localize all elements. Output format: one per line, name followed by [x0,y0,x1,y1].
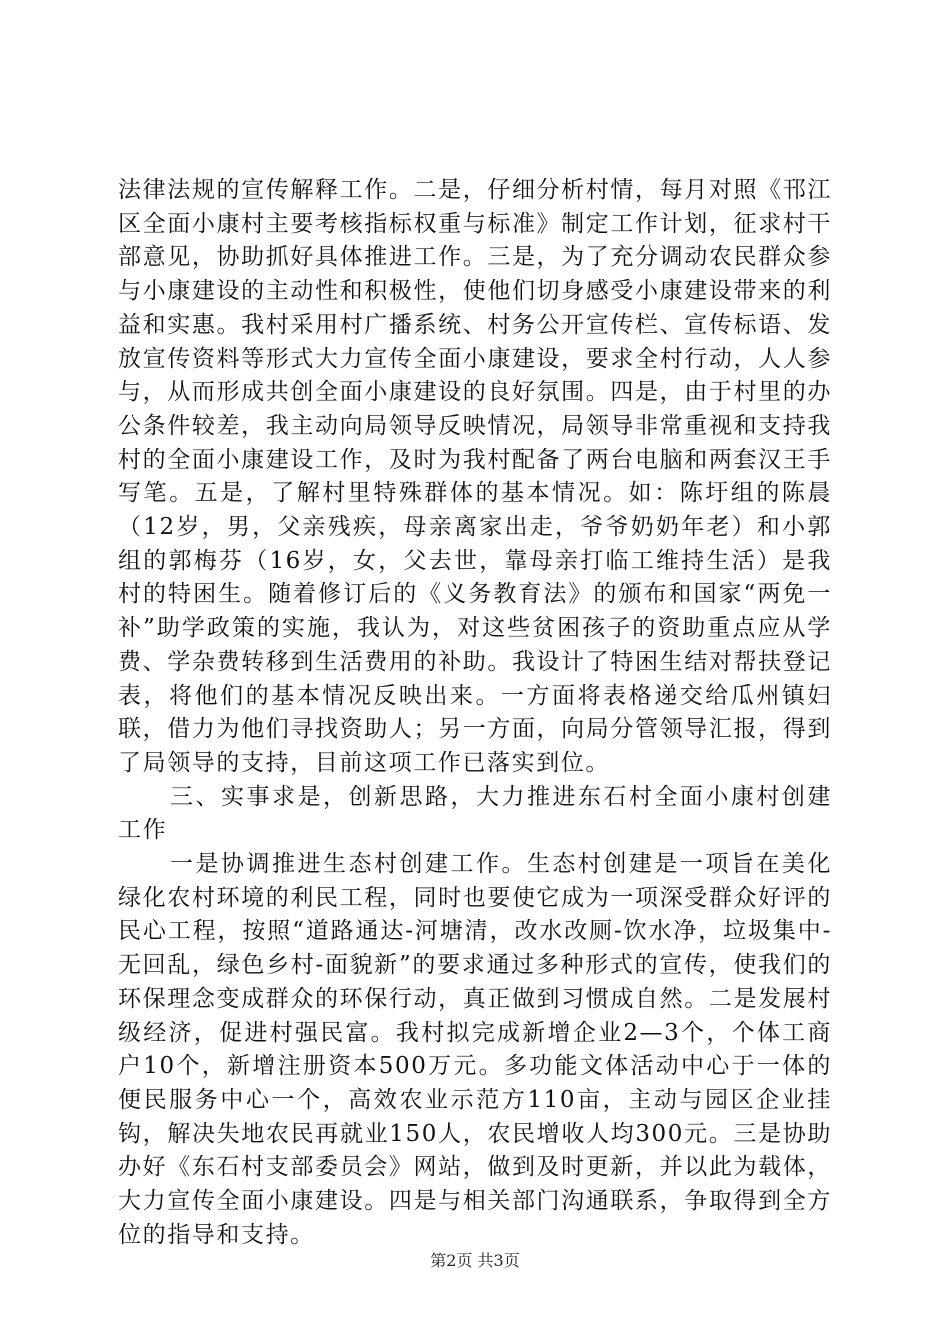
body-paragraph-2: 一是协调推进生态村创建工作。生态村创建是一项旨在美化绿化农村环境的利民工程，同时也要使它成为一项深受群众好评的民心工程，按照“道路通达-河塘清，改水改厕-饮水净，垃圾集中-无回乱，绿色乡村-面貌新”的要求通过多种形式的宣传，使我们的环保理念变成群众的环保行动，真正做到习惯成自然。二是发展村级经济，促进村强民富。我村拟完成新增企业2—3个，个体工商户10个，新增注册资本500万元。多功能文体活动中心于一体的便民服务中心一个，高效农业示范方110亩，主动与园区企业挂钩，解决失地农民再就业150人，农民增收人均300元。三是协助办好《东石村支部委员会》网站，做到及时更新，并以此为载体，大力宣传全面小康建设。四是与相关部门沟通联系，争取得到全方位的指导和支持。 [118,851,832,1248]
page-number-footer: 第2页 共3页 [430,1251,520,1270]
document-body [118,174,832,1253]
body-paragraph-1: 法律法规的宣传解释工作。二是，仔细分析村情，每月对照《邗江区全面小康村主要考核指标权重与标准》制定工作计划，征求村干部意见，协助抓好具体推进工作。三是，为了充分调动农民群众参与小康建设的主动性和积极性，使他们切身感受小康建设带来的利益和实惠。我村采用村广播系统、村务公开宣传栏、宣传标语、发放宣传资料等形式大力宣传全面小康建设，要求全村行动，人人参与，从而形成共创全面小康建设的良好氛围。四是，由于村里的办公条件较差，我主动向局领导反映情况，局领导非常重视和支持我村的全面小康建设工作，及时为我村配备了两台电脑和两套汉王手写笔。五是，了解村里特殊群体的基本情况。如：陈圩组的陈晨（12岁，男，父亲残疾，母亲离家出走，爷爷奶奶年老）和小郭组的郭梅芬（16岁，女，父去世，靠母亲打临工维持生活）是我村的特困生。随着修订后的《义务教育法》的颁布和国家“两免一补”助学政策的实施，我认为，对这些贫困孩子的资助重点应从学费、学杂费转移到生活费用的补助。我设计了特困生结对帮扶登记表，将他们的基本情况反映出来。一方面将表格递交给瓜州镇妇联，借力为他们寻找资助人；另一方面，向局分管领导汇报，得到了局领导的支持，目前这项工作已落实到位。 [118,177,832,776]
section-heading-3: 三、实事求是，创新思路，大力推进东石村全面小康村创建工作 [118,783,832,844]
